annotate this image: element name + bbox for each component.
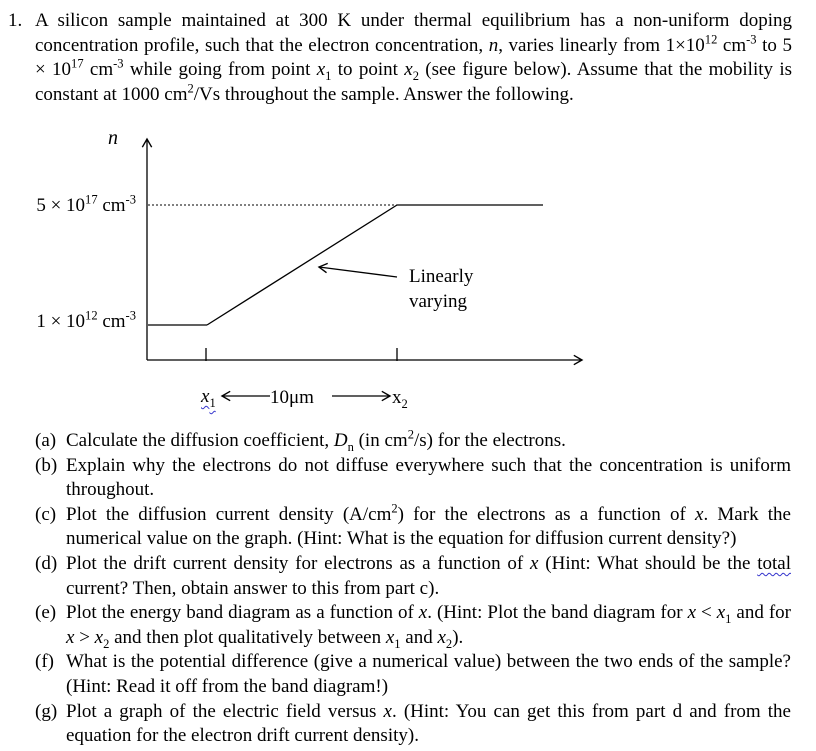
problem-statement	[8, 9, 792, 107]
question-b-text: Explain why the electrons do not diffuse everywhere such that the concentration is uniform throughout.	[66, 454, 791, 501]
distance-label: 10μm	[270, 387, 314, 408]
problem-text: A silicon sample maintained at 300 K under thermal equilibrium has a non-uniform doping concentration profile, such that the electron concentration, n, varies linearly from $1\times 10^{12}$ $cm^{-3}$ to $5 \times 10^{17}$ $cm^{-3}$ while going from point $x_1$ to point $x_2$ (see figure below). Assume that the mobility is constant at 1000 $cm^2/Vs$ throughout the sample. Answer the following.	[35, 10, 793, 105]
annotation-line1: Linearly	[409, 266, 474, 287]
question-f-text: What is the potential difference (give a numerical value) between the two ends of the sample? (Hint: Read it off from the band diagram!)	[66, 651, 791, 697]
annotation-callout-arrow	[319, 267, 397, 277]
question-c-label: (c)	[35, 503, 57, 525]
y-axis-title: n	[108, 127, 118, 149]
question-b-label: (b)	[35, 454, 58, 476]
question-g-label: (g)	[35, 700, 58, 722]
lower-level-label: $1 \times 10^{12}$ $cm^{-3}$	[36, 308, 136, 332]
question-e-text: Plot the energy band diagram as a function of x. (Hint: Plot the band diagram for $x < x_1$ and for $x > x_2$ and then plot qualitatively between $x_1$ and $x_2$).	[66, 602, 792, 651]
linear-ramp-line	[207, 205, 397, 325]
question-f-label: (f)	[35, 651, 54, 673]
question-d-text: Plot the drift current density for electrons as a function of x (Hint: What should be the total current? Then, obtain answer to this from part c).	[66, 552, 791, 599]
question-g-text: Plot a graph of the electric field versus x. (Hint: You can get this from part d and from the equation for the electron drift current density).	[66, 700, 791, 747]
question-c	[35, 503, 791, 552]
question-c-text: Plot the diffusion current density $(A/cm^2)$ for the electrons as a function of x. Mark the numerical value on the graph. (Hint: What is the equation for diffusion current density?)	[66, 501, 791, 550]
x2-label: $x_2$	[392, 387, 408, 411]
question-list	[35, 429, 791, 749]
concentration-profile-figure	[0, 125, 816, 425]
figure-canvas	[0, 125, 816, 425]
problem-number: 1.	[8, 10, 23, 31]
question-a-label: (a)	[35, 430, 57, 451]
question-d-label: (d)	[35, 552, 58, 574]
question-d	[35, 552, 791, 601]
question-g	[35, 700, 791, 749]
question-e	[35, 601, 791, 650]
question-e-label: (e)	[35, 602, 57, 624]
question-b	[35, 454, 791, 503]
annotation-line2: varying	[409, 291, 468, 312]
question-f	[35, 650, 791, 699]
question-a	[35, 429, 791, 454]
question-a-text: Calculate the diffusion coefficient, $D_n$ (in $cm^2/s$) for the electrons.	[66, 427, 566, 454]
x1-label: $x_1$	[201, 386, 216, 410]
upper-level-label: $5 \times 10^{17}$ $cm^{-3}$	[36, 192, 136, 216]
